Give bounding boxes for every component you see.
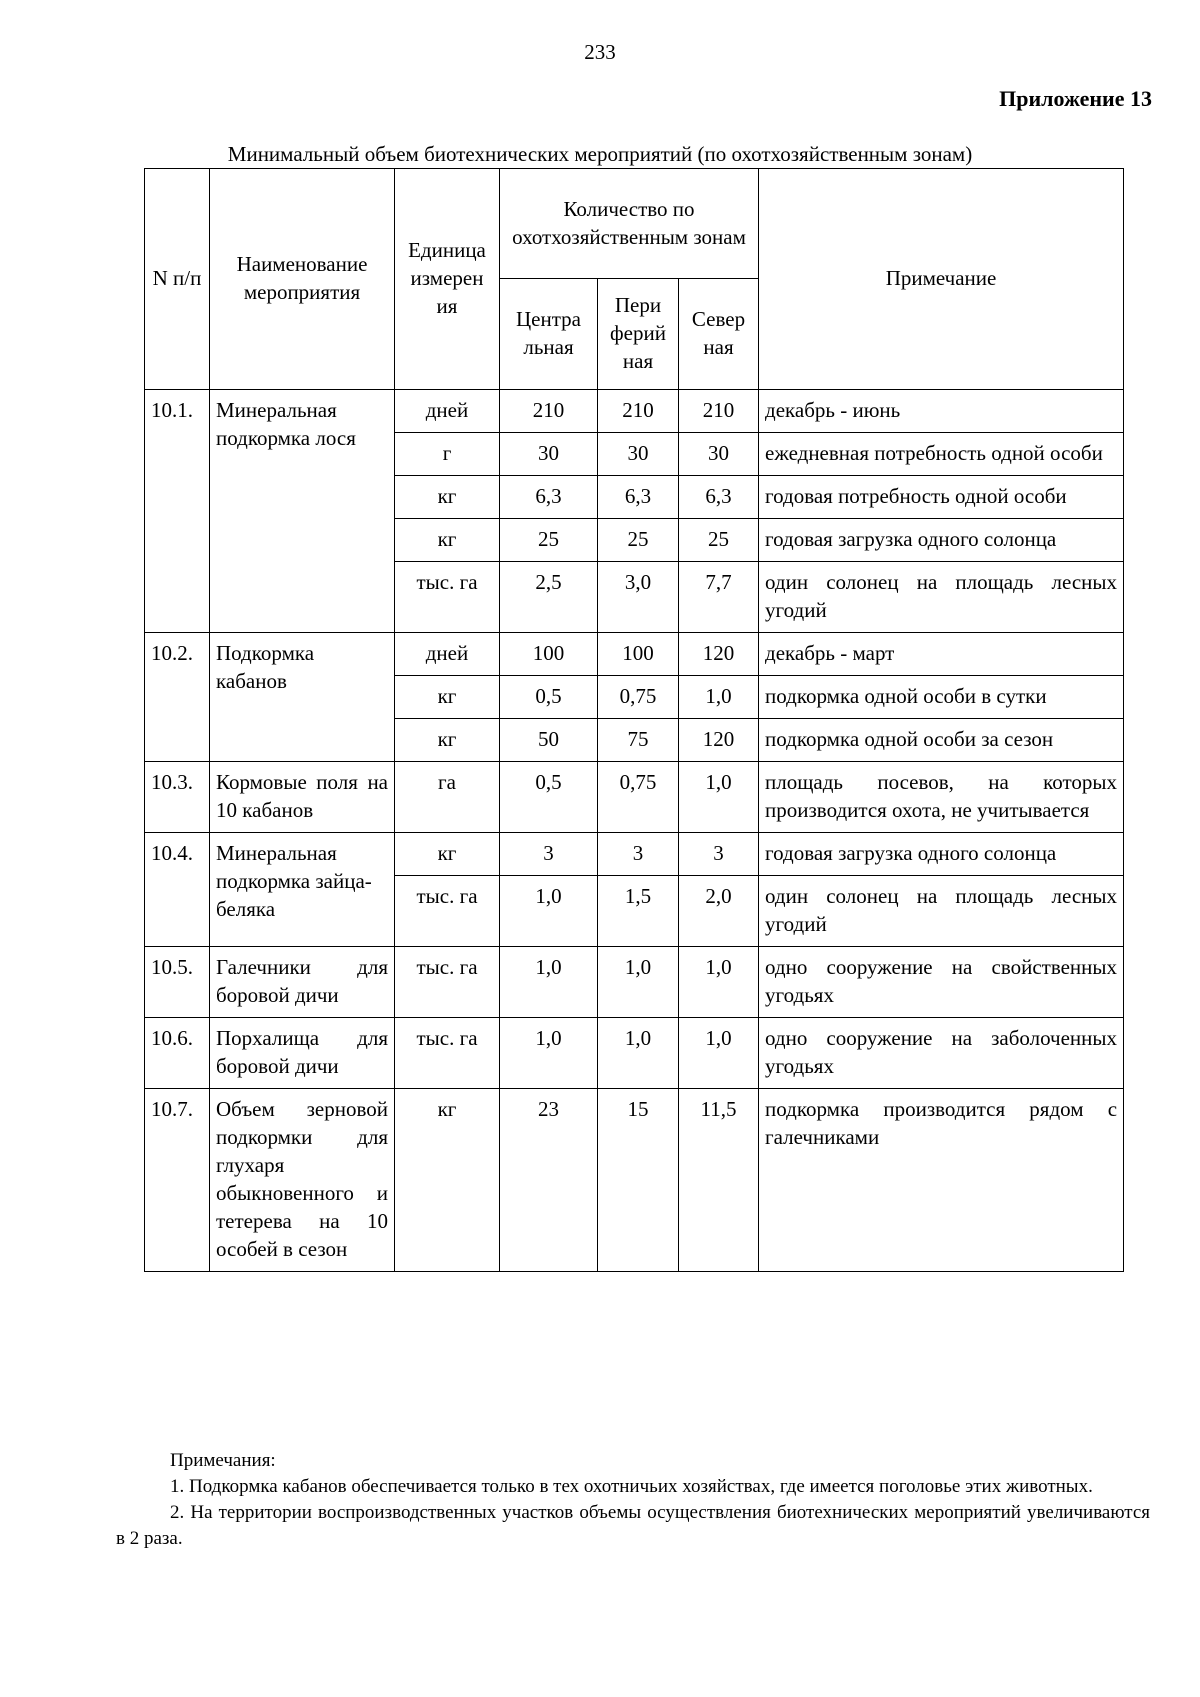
row-central: 100 [500, 633, 598, 676]
row-peripheral: 1,0 [598, 947, 679, 1018]
row-num: 10.4. [145, 833, 210, 947]
row-north: 30 [679, 433, 759, 476]
row-note: годовая загрузка одного солонца [759, 833, 1124, 876]
table-row [145, 1089, 1124, 1272]
row-central: 23 [500, 1089, 598, 1272]
row-north: 1,0 [679, 762, 759, 833]
row-north: 11,5 [679, 1089, 759, 1272]
row-central: 30 [500, 433, 598, 476]
row-note: один солонец на площадь лесных угодий [759, 876, 1124, 947]
row-note: подкормка одной особи в сутки [759, 676, 1124, 719]
row-unit: тыс. га [395, 1018, 500, 1089]
row-note: годовая потребность одной особи [759, 476, 1124, 519]
table-row [145, 1018, 1124, 1089]
row-central: 210 [500, 390, 598, 433]
row-unit: кг [395, 519, 500, 562]
row-name: Объем зерновой подкормки для глухаря обыкновенного и тетерева на 10 особей в сезон [210, 1089, 395, 1272]
row-unit: дней [395, 633, 500, 676]
row-central: 50 [500, 719, 598, 762]
row-central: 1,0 [500, 876, 598, 947]
row-note: один солонец на площадь лесных угодий [759, 562, 1124, 633]
row-central: 1,0 [500, 947, 598, 1018]
row-note: годовая загрузка одного солонца [759, 519, 1124, 562]
row-peripheral: 1,5 [598, 876, 679, 947]
row-peripheral: 0,75 [598, 676, 679, 719]
row-unit: дней [395, 390, 500, 433]
row-central: 2,5 [500, 562, 598, 633]
row-num: 10.6. [145, 1018, 210, 1089]
row-unit: тыс. га [395, 947, 500, 1018]
row-north: 1,0 [679, 676, 759, 719]
appendix-label: Приложение 13 [999, 86, 1152, 111]
row-num: 10.2. [145, 633, 210, 762]
row-note: подкормка одной особи за сезон [759, 719, 1124, 762]
row-central: 6,3 [500, 476, 598, 519]
table-row [145, 833, 1124, 876]
row-note: одно сооружение на свойственных угодьях [759, 947, 1124, 1018]
note-item: 1. Подкормка кабанов обеспечивается только в тех охотничьих хозяйствах, где имеется поголовье этих животных. [170, 1476, 1093, 1497]
row-peripheral: 6,3 [598, 476, 679, 519]
page-number: 233 [584, 40, 616, 64]
row-peripheral: 75 [598, 719, 679, 762]
row-note: ежедневная потребность одной особи [759, 433, 1124, 476]
row-peripheral: 100 [598, 633, 679, 676]
row-central: 25 [500, 519, 598, 562]
row-unit: кг [395, 833, 500, 876]
row-north: 25 [679, 519, 759, 562]
notes-title: Примечания: [170, 1450, 276, 1471]
notes-section [116, 1448, 1150, 1552]
header-note: Примечание [759, 169, 1124, 390]
row-peripheral: 210 [598, 390, 679, 433]
header-zones-group: Количество по охотхозяйственным зонам [500, 169, 759, 279]
row-unit: кг [395, 476, 500, 519]
row-note: декабрь - март [759, 633, 1124, 676]
row-north: 2,0 [679, 876, 759, 947]
table-row [145, 762, 1124, 833]
header-name: Наименование мероприятия [210, 169, 395, 390]
row-num: 10.3. [145, 762, 210, 833]
row-north: 7,7 [679, 562, 759, 633]
table-caption: Минимальный объем биотехнических мероприятий (по охотхозяйственным зонам) [227, 142, 973, 166]
biotech-measures-table [144, 168, 1124, 1272]
row-peripheral: 3 [598, 833, 679, 876]
row-peripheral: 3,0 [598, 562, 679, 633]
table-row [145, 390, 1124, 433]
row-unit: га [395, 762, 500, 833]
row-north: 120 [679, 719, 759, 762]
row-name: Кормовые поля на 10 кабанов [210, 762, 395, 833]
row-unit: кг [395, 1089, 500, 1272]
row-north: 1,0 [679, 1018, 759, 1089]
row-unit: тыс. га [395, 562, 500, 633]
row-central: 0,5 [500, 676, 598, 719]
header-zone-central: Центра льная [500, 279, 598, 390]
row-north: 120 [679, 633, 759, 676]
table-row [145, 633, 1124, 676]
row-peripheral: 30 [598, 433, 679, 476]
header-zone-north: Север ная [679, 279, 759, 390]
note-item: 2. На территории воспроизводственных участков объемы осуществления биотехнических мероприятий увеличиваются в 2 раза. [116, 1502, 1150, 1549]
header-unit: Единица измерен ия [395, 169, 500, 390]
row-central: 3 [500, 833, 598, 876]
row-north: 210 [679, 390, 759, 433]
row-north: 6,3 [679, 476, 759, 519]
row-num: 10.1. [145, 390, 210, 633]
row-unit: тыс. га [395, 876, 500, 947]
row-central: 0,5 [500, 762, 598, 833]
row-note: декабрь - июнь [759, 390, 1124, 433]
row-name: Минеральная подкормка лося [210, 390, 395, 633]
row-name: Минеральная подкормка зайца-беляка [210, 833, 395, 947]
row-north: 3 [679, 833, 759, 876]
row-central: 1,0 [500, 1018, 598, 1089]
row-num: 10.7. [145, 1089, 210, 1272]
row-unit: кг [395, 719, 500, 762]
row-note: подкормка производится рядом с галечниками [759, 1089, 1124, 1272]
row-peripheral: 25 [598, 519, 679, 562]
row-note: площадь посевов, на которых производится охота, не учитывается [759, 762, 1124, 833]
row-note: одно сооружение на заболоченных угодьях [759, 1018, 1124, 1089]
header-row-top [145, 169, 1124, 279]
row-peripheral: 0,75 [598, 762, 679, 833]
row-name: Галечники для боровой дичи [210, 947, 395, 1018]
row-name: Порхалища для боровой дичи [210, 1018, 395, 1089]
row-num: 10.5. [145, 947, 210, 1018]
row-north: 1,0 [679, 947, 759, 1018]
row-name: Подкормка кабанов [210, 633, 395, 762]
row-peripheral: 15 [598, 1089, 679, 1272]
row-unit: г [395, 433, 500, 476]
header-zone-peripheral: Пери ферий ная [598, 279, 679, 390]
row-peripheral: 1,0 [598, 1018, 679, 1089]
header-num: N п/п [145, 169, 210, 390]
row-unit: кг [395, 676, 500, 719]
table-row [145, 947, 1124, 1018]
